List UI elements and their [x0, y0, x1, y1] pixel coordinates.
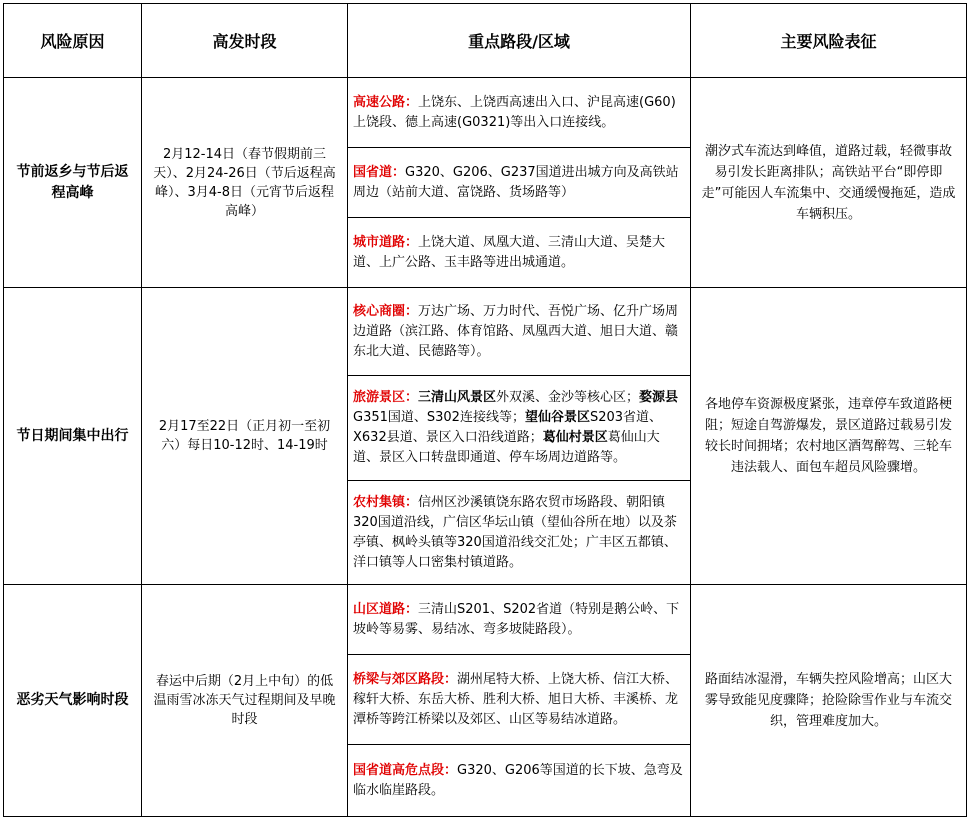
risk-description: 路面结冰湿滑，车辆失控风险增高；山区大雾导致能见度骤降；抢险除雪作业与车流交织，管理难度加大。 [691, 585, 967, 817]
table-row [4, 585, 967, 655]
segment-label: 旅游景区： [353, 390, 419, 405]
road-segment [348, 78, 691, 148]
segment-text: 上饶东、上饶西高速出入口、沪昆高速(G60)上饶段、德上高速(G0321)等出入口连接线。 [353, 94, 676, 130]
segment-label: 农村集镇： [353, 494, 419, 510]
risk-description: 各地停车资源极度紧张，违章停车致道路梗阻；短途自驾游爆发，景区道路过载易引发较长时间拥堵；农村地区酒驾醉驾、三轮车违法载人、面包车超员风险骤增。 [691, 288, 967, 585]
risk-description: 潮汐式车流达到峰值，道路过载，轻微事故易引发长距离排队；高铁站平台“即停即走”可能因人车流集中、交通缓慢拖延，造成车辆积压。 [691, 78, 967, 288]
segment-bold: 望仙谷景区 [524, 410, 590, 425]
road-segment [348, 655, 691, 745]
segment-text: 信州区沙溪镇饶东路农贸市场路段、朝阳镇320国道沿线，广信区华坛山镇（望仙谷所在地）以及茶亭镇、枫岭头镇等320国道沿线交汇处；广丰区五都镇、洋口镇等人口密集村镇道路。 [353, 494, 677, 570]
header-cause: 风险原因 [4, 4, 142, 78]
segment-label: 城市道路： [353, 234, 419, 250]
segment-text: G351国道、S302连接线等； [353, 410, 525, 425]
segment-text: 三清山S201、S202省道（特别是鹅公岭、下坡岭等易雾、易结冰、弯多坡陡路段）。 [353, 601, 680, 637]
road-segment [348, 481, 691, 585]
road-segment [348, 148, 691, 218]
segment-text: 湖州尾特大桥、上饶大桥、信江大桥、稼轩大桥、东岳大桥、胜利大桥、旭日大桥、丰溪桥、龙潭桥等跨江桥梁以及郊区、山区等易结冰道路。 [353, 671, 679, 727]
risk-table [3, 3, 967, 817]
segment-text: 葛仙山大道、景区入口转盘即通道、停车场周边道路等。 [353, 430, 660, 465]
risk-cause: 节前返乡与节后返程高峰 [4, 78, 142, 288]
risk-cause: 节日期间集中出行 [4, 288, 142, 585]
table-row [4, 78, 967, 148]
segment-text: G320、G206、G237国道进出城方向及高铁站周边（站前大道、富饶路、货场路等） [353, 164, 679, 200]
segment-label: 桥梁与郊区路段： [353, 671, 458, 687]
road-segment [348, 745, 691, 817]
segment-text: 外双溪、金沙等核心区； [496, 390, 640, 405]
risk-cause: 恶劣天气影响时段 [4, 585, 142, 817]
peak-period: 2月17至22日（正月初一至初六）每日10-12时、14-19时 [142, 288, 348, 585]
segment-text: G320、G206等国道的长下坡、急弯及临水临崖路段。 [353, 762, 683, 798]
segment-label: 国省道高危点段： [353, 762, 458, 778]
road-segment [348, 288, 691, 376]
segment-label: 山区道路： [353, 601, 419, 617]
header-row [4, 4, 967, 78]
segment-bold: 婺源县 [639, 390, 679, 405]
segment-label: 国省道： [353, 164, 406, 180]
header-risk: 主要风险表征 [691, 4, 967, 78]
segment-bold: 三清山风景区 [418, 390, 497, 405]
segment-text: S203省道、X632县道、景区入口沿线道路； [353, 410, 663, 445]
road-segment [348, 585, 691, 655]
segment-text: 万达广场、万力时代、吾悦广场、亿升广场周边道路（滨江路、体育馆路、凤凰西大道、旭日大道、赣东北大道、民德路等）。 [353, 303, 679, 359]
road-segment [348, 376, 691, 481]
segment-bold: 葛仙村景区 [542, 430, 608, 445]
header-roads: 重点路段/区域 [348, 4, 691, 78]
segment-label: 高速公路： [353, 94, 419, 110]
peak-period: 2月12-14日（春节假期前三天）、2月24-26日（节后返程高峰）、3月4-8日（元宵节后返程高峰） [142, 78, 348, 288]
table-row [4, 288, 967, 376]
peak-period: 春运中后期（2月上中旬）的低温雨雪冰冻天气过程期间及早晚时段 [142, 585, 348, 817]
road-segment [348, 218, 691, 288]
segment-label: 核心商圈： [353, 303, 419, 319]
segment-text: 上饶大道、凤凰大道、三清山大道、吴楚大道、上广公路、玉丰路等进出城通道。 [353, 234, 666, 270]
header-period: 高发时段 [142, 4, 348, 78]
